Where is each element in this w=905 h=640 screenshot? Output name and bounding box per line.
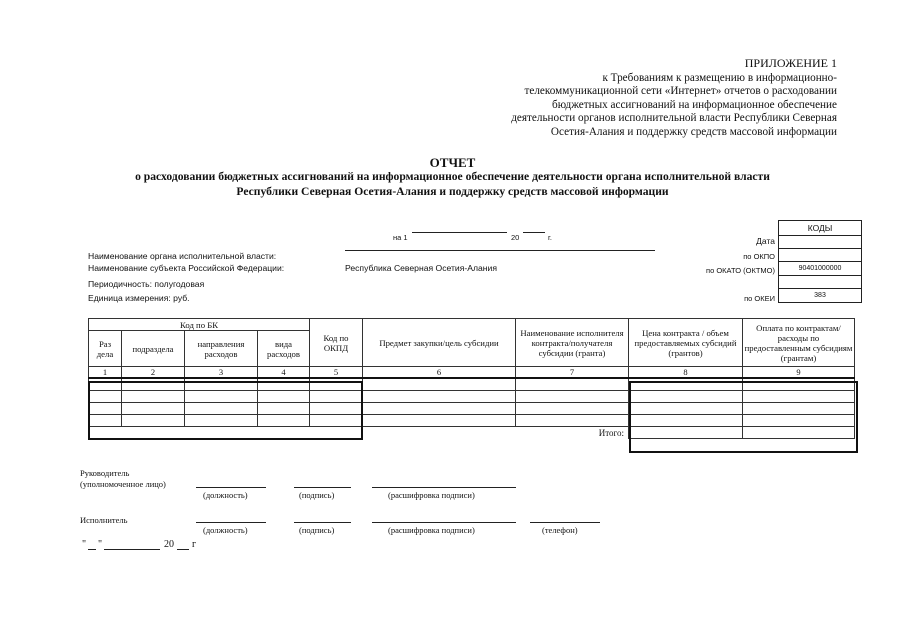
agency-label: Наименование органа исполнительной власти: (88, 251, 277, 261)
appendix-line-5: Осетия-Алания и поддержку средств массовой информации (550, 125, 837, 138)
executor-signature-line[interactable] (294, 522, 351, 523)
col-group-kbk: Код по БК (89, 319, 310, 331)
codes-okpo-label: по ОКПО (743, 252, 775, 261)
table-cell[interactable] (122, 403, 185, 415)
report-subtitle (60, 170, 845, 199)
col-number: 9 (743, 367, 855, 379)
sign-date-year: 20 (164, 539, 174, 550)
appendix-line-2: телекоммуникационной сети «Интернет» отчетов о расходовании (524, 85, 837, 97)
table-cell[interactable] (185, 391, 258, 403)
table-cell[interactable] (310, 415, 363, 427)
col-number: 8 (629, 367, 743, 379)
table-cell[interactable] (258, 378, 310, 391)
col-podrazdel: подраздела (122, 331, 185, 367)
total-cena-cell[interactable] (629, 427, 743, 439)
table-cell[interactable] (629, 391, 743, 403)
date-blank-line[interactable] (412, 232, 507, 233)
table-cell[interactable] (89, 391, 122, 403)
col-predmet: Предмет закупки/цель субсидии (363, 319, 516, 367)
head-decoding-caption: (расшифровка подписи) (388, 490, 475, 500)
date-year: 20 (511, 233, 520, 242)
codes-okato-label: по ОКАТО (ОКТМО) (706, 266, 775, 275)
report-table (88, 318, 855, 439)
sign-date-day-line[interactable] (88, 549, 96, 550)
table-cell[interactable] (258, 391, 310, 403)
table-cell[interactable] (122, 415, 185, 427)
table-cell[interactable] (185, 378, 258, 391)
sign-date-month-line[interactable] (104, 549, 160, 550)
table-cell[interactable] (743, 391, 855, 403)
date-prefix: на 1 (393, 233, 408, 242)
table-cell[interactable] (258, 403, 310, 415)
agency-line[interactable] (345, 250, 655, 251)
table-cell[interactable] (516, 378, 629, 391)
head-position-line[interactable] (196, 487, 266, 488)
codes-box (778, 220, 862, 303)
subject-value: Республика Северная Осетия-Алания (345, 263, 497, 273)
period-label: Периодичность: полугодовая (88, 279, 205, 289)
col-number: 7 (516, 367, 629, 379)
total-oplata-cell[interactable] (743, 427, 855, 439)
col-number: 1 (89, 367, 122, 379)
appendix-line-1: к Требованиям к размещению в информационно- (602, 71, 837, 84)
codes-okato-cell[interactable]: 90401000000 (779, 262, 861, 276)
table-cell[interactable] (310, 378, 363, 391)
report-title: ОТЧЕТ (429, 155, 476, 170)
table-cell[interactable] (122, 378, 185, 391)
col-napravleniya: направления расходов (185, 331, 258, 367)
table-cell[interactable] (185, 415, 258, 427)
table-row (89, 415, 855, 427)
table-row (89, 403, 855, 415)
total-label: Итого: (89, 427, 629, 439)
codes-okei-label: по ОКЕИ (744, 294, 775, 303)
executor-phone-caption: (телефон) (542, 525, 578, 535)
sign-date-suffix: г (192, 539, 197, 550)
table-cell[interactable] (89, 415, 122, 427)
date-suffix: г. (548, 233, 552, 242)
table-cell[interactable] (516, 391, 629, 403)
head-signature-line[interactable] (294, 487, 351, 488)
date-year-blank[interactable] (523, 232, 545, 233)
executor-label: Исполнитель (80, 515, 128, 525)
unit-label: Единица измерения: руб. (88, 293, 190, 303)
col-vida: вида расходов (258, 331, 310, 367)
col-cena: Цена контракта / объем предоставляемых субсидий (грантов) (629, 319, 743, 367)
col-okpd: Код по ОКПД (310, 319, 363, 367)
executor-position-caption: (должность) (203, 525, 248, 535)
executor-position-line[interactable] (196, 522, 266, 523)
head-label-sub: (уполномоченное лицо) (80, 479, 166, 489)
executor-phone-line[interactable] (530, 522, 600, 523)
head-signature-caption: (подпись) (299, 490, 335, 500)
col-number: 2 (122, 367, 185, 379)
table-cell[interactable] (743, 415, 855, 427)
head-position-caption: (должность) (203, 490, 248, 500)
appendix-line-3: бюджетных ассигнований на информационное обеспечение (552, 98, 837, 111)
table-cell[interactable] (89, 403, 122, 415)
table-cell[interactable] (516, 415, 629, 427)
table-cell[interactable] (363, 403, 516, 415)
col-number: 3 (185, 367, 258, 379)
codes-empty-cell[interactable] (779, 276, 861, 289)
sign-date-year-line[interactable] (177, 549, 189, 550)
table-cell[interactable] (629, 415, 743, 427)
table-cell[interactable] (363, 378, 516, 391)
total-row (89, 427, 855, 439)
head-decoding-line[interactable] (372, 487, 516, 488)
table-cell[interactable] (89, 378, 122, 391)
table-cell[interactable] (743, 403, 855, 415)
table-row (89, 378, 855, 391)
executor-decoding-line[interactable] (372, 522, 516, 523)
executor-signature-caption: (подпись) (299, 525, 335, 535)
appendix-header (477, 57, 837, 139)
codes-okpo-cell[interactable] (779, 249, 861, 262)
head-label: Руководитель (80, 468, 130, 478)
table-cell[interactable] (363, 415, 516, 427)
table-cell[interactable] (743, 378, 855, 391)
sign-date-quote-close: " (98, 539, 103, 550)
executor-decoding-caption: (расшифровка подписи) (388, 525, 475, 535)
col-number: 5 (310, 367, 363, 379)
col-number: 4 (258, 367, 310, 379)
col-razdel: Раз дела (89, 331, 122, 367)
codes-okei-cell[interactable]: 383 (814, 292, 826, 299)
col-oplata: Оплата по контрактам/ расходы по предоставленным субсидиям (грантам) (743, 319, 855, 367)
table-cell[interactable] (629, 403, 743, 415)
table-cell[interactable] (258, 415, 310, 427)
codes-header: КОДЫ (779, 221, 861, 236)
codes-date-label: Дата (756, 236, 775, 246)
subject-label: Наименование субъекта Российской Федерации: (88, 263, 285, 273)
table-cell[interactable] (310, 391, 363, 403)
appendix-title: ПРИЛОЖЕНИЕ 1 (744, 56, 837, 70)
table-cell[interactable] (185, 403, 258, 415)
col-naimenovanie: Наименование исполнителя контракта/получателя субсидии (гранта) (516, 319, 629, 367)
table-cell[interactable] (310, 403, 363, 415)
col-number: 6 (363, 367, 516, 379)
report-subtitle-line-1: о расходовании бюджетных ассигнований на информационное обеспечение деятельности органа исполнительной власти (135, 170, 770, 183)
sign-date-quote-open: " (82, 539, 87, 550)
appendix-line-4: деятельности органов исполнительной власти Республики Северная (511, 112, 837, 124)
codes-date-cell[interactable] (779, 236, 861, 249)
table-cell[interactable] (363, 391, 516, 403)
table-row (89, 391, 855, 403)
table-cell[interactable] (516, 403, 629, 415)
table-cell[interactable] (122, 391, 185, 403)
table-cell[interactable] (629, 378, 743, 391)
report-subtitle-line-2: Республики Северная Осетия-Алания и поддержку средств массовой информации (236, 184, 669, 198)
